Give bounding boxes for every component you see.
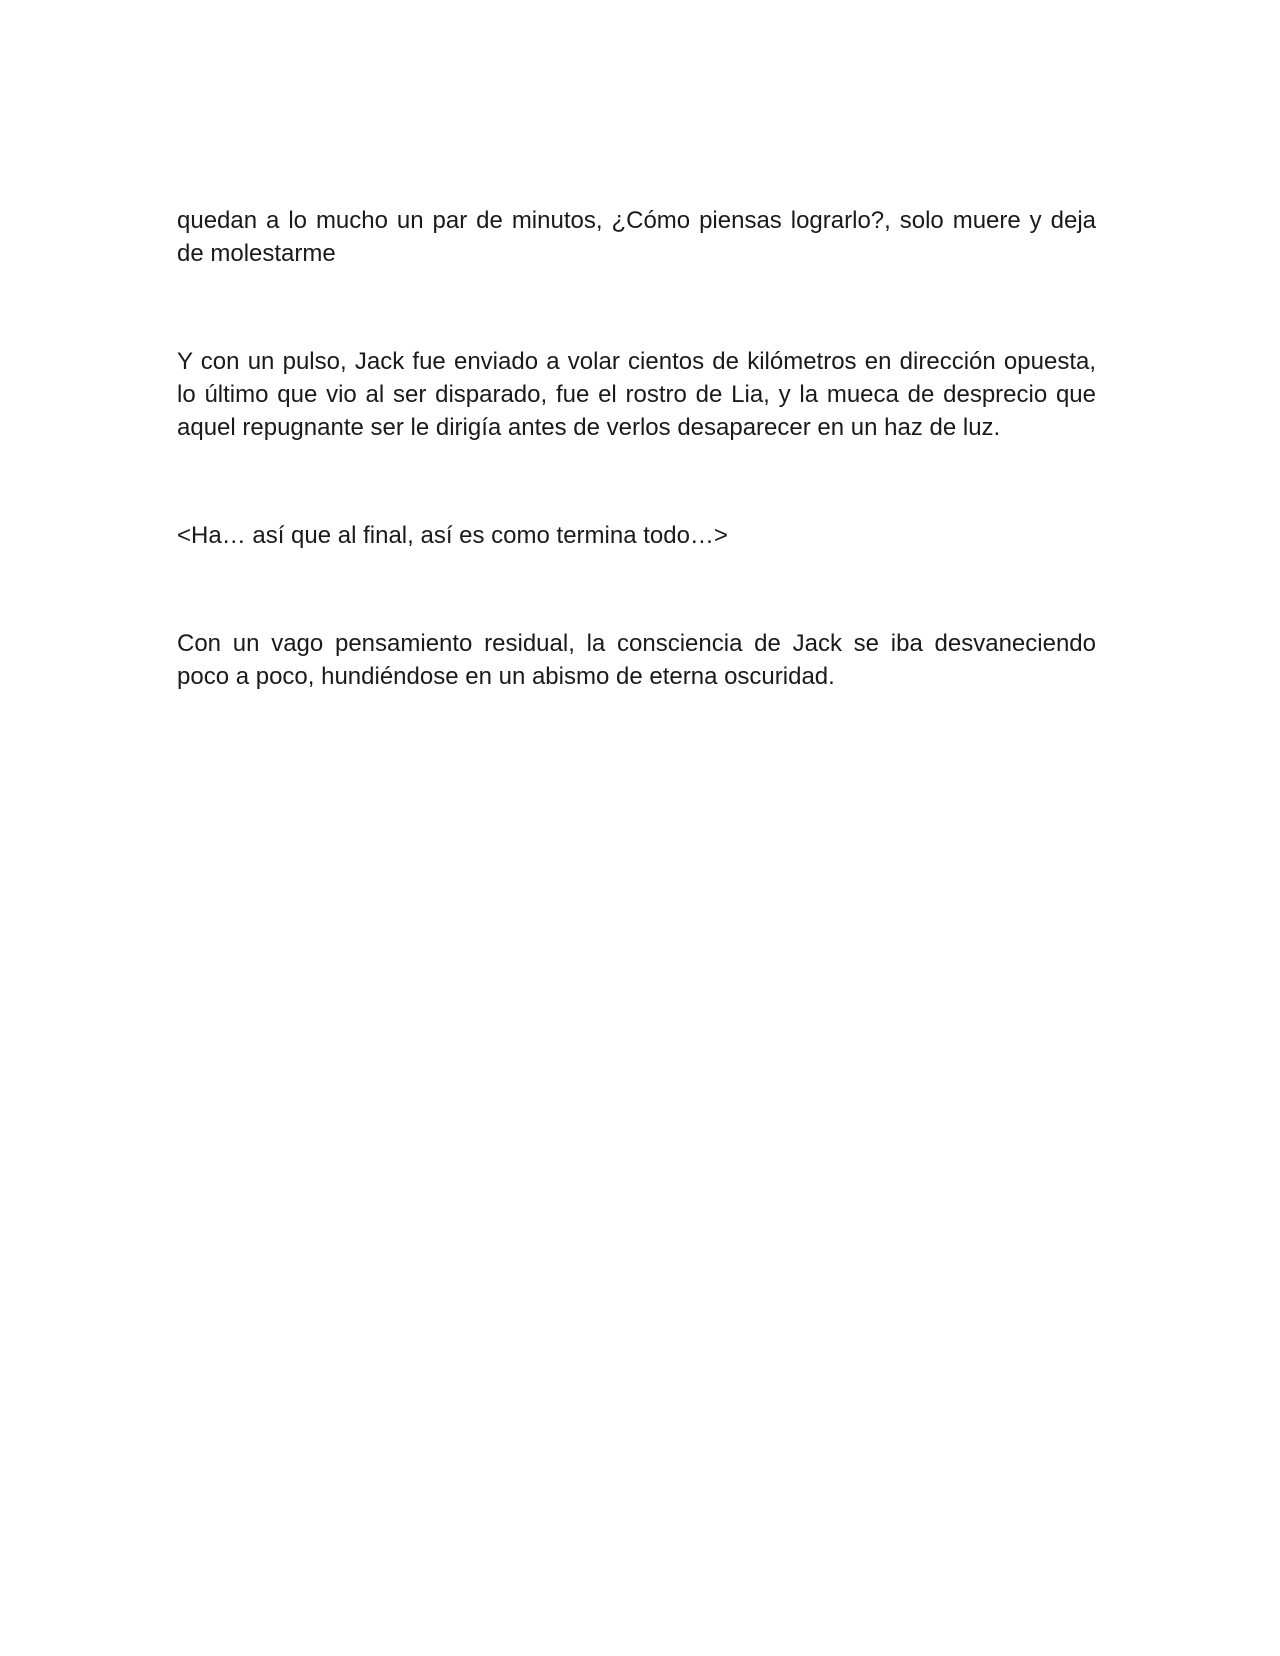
paragraph-2: Y con un pulso, Jack fue enviado a volar cientos de kilómetros en dirección opuesta, lo último que vio al ser disparado, fue el rostro de Lia, y la mueca de desprecio que aquel repugnante ser le dirigía antes de verlos desaparecer en un haz de luz. <box>177 348 1096 441</box>
paragraph-1: quedan a lo mucho un par de minutos, ¿Cómo piensas lograrlo?, solo muere y deja de molestarme <box>177 207 1096 267</box>
paragraph-4: Con un vago pensamiento residual, la consciencia de Jack se iba desvaneciendo poco a poco, hundiéndose en un abismo de eterna oscuridad. <box>177 630 1096 690</box>
paragraph-3: <Ha… así que al final, así es como termina todo…> <box>177 522 728 549</box>
document-body <box>177 204 1096 693</box>
